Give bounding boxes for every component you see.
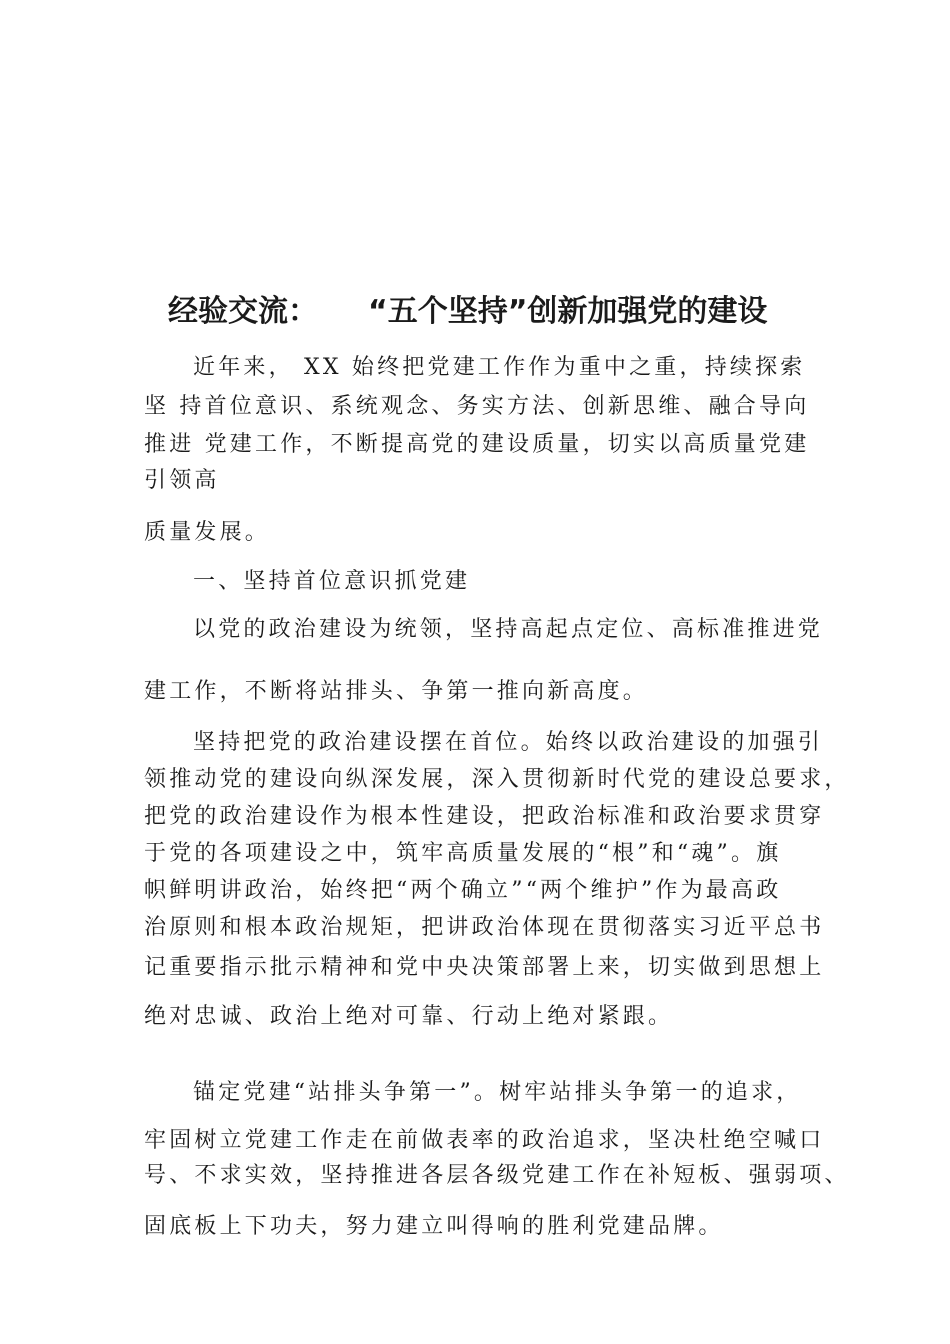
section-heading: 一、坚持首位意识抓党建 <box>193 569 471 594</box>
title-main: “五个坚持”创新加强党的建设 <box>368 294 768 329</box>
para2-line-4: 固底板上下功夫，努力建立叫得响的胜利党建品牌。 <box>144 1214 724 1239</box>
para1-line-8: 绝对忠诚、政治上绝对可靠、行动上绝对紧跟。 <box>144 1004 674 1029</box>
para1-line-5: 帜鲜明讲政治，始终把“两个确立”“两个维护”作为最高政 <box>144 878 782 903</box>
intro-line-5: 质量发展。 <box>144 520 271 545</box>
intro-line-4: 引领高 <box>144 468 220 493</box>
para2-line-1: 锚定党建“站排头争第一”。树牢站排头争第一的追求， <box>193 1080 802 1105</box>
section-lead-line-2: 建工作，不断将站排头、争第一推向新高度。 <box>144 679 649 704</box>
intro-line-3: 推进 党建工作，不断提高党的建设质量，切实以高质量党建 <box>144 432 810 457</box>
para2-line-2: 牢固树立党建工作走在前做表率的政治追求，坚决杜绝空喊口 <box>144 1128 825 1153</box>
para1-line-1: 坚持把党的政治建设摆在首位。始终以政治建设的加强引 <box>193 730 824 755</box>
intro-line-1: 近年来， XX 始终把党建工作作为重中之重，持续探索 <box>193 355 806 380</box>
para1-line-7: 记重要指示批示精神和党中央决策部署上来，切实做到思想上 <box>144 955 825 980</box>
title-prefix: 经验交流： <box>168 294 318 329</box>
intro-line-2: 坚 持首位意识、系统观念、务实方法、创新思维、融合导向 <box>144 394 810 419</box>
para1-line-2: 领推动党的建设向纵深发展，深入贯彻新时代党的建设总要求， <box>144 767 850 792</box>
para1-line-6: 治原则和根本政治规矩，把讲政治体现在贯彻落实习近平总书 <box>144 915 825 940</box>
para1-line-3: 把党的政治建设作为根本性建设，把政治标准和政治要求贯穿 <box>144 804 825 829</box>
section-lead-line-1: 以党的政治建设为统领，坚持高起点定位、高标准推进党 <box>193 617 824 642</box>
para1-line-4: 于党的各项建设之中，筑牢高质量发展的“根”和“魂”。旗 <box>144 841 782 866</box>
para2-line-3: 号、不求实效，坚持推进各层各级党建工作在补短板、强弱项、 <box>144 1163 850 1188</box>
